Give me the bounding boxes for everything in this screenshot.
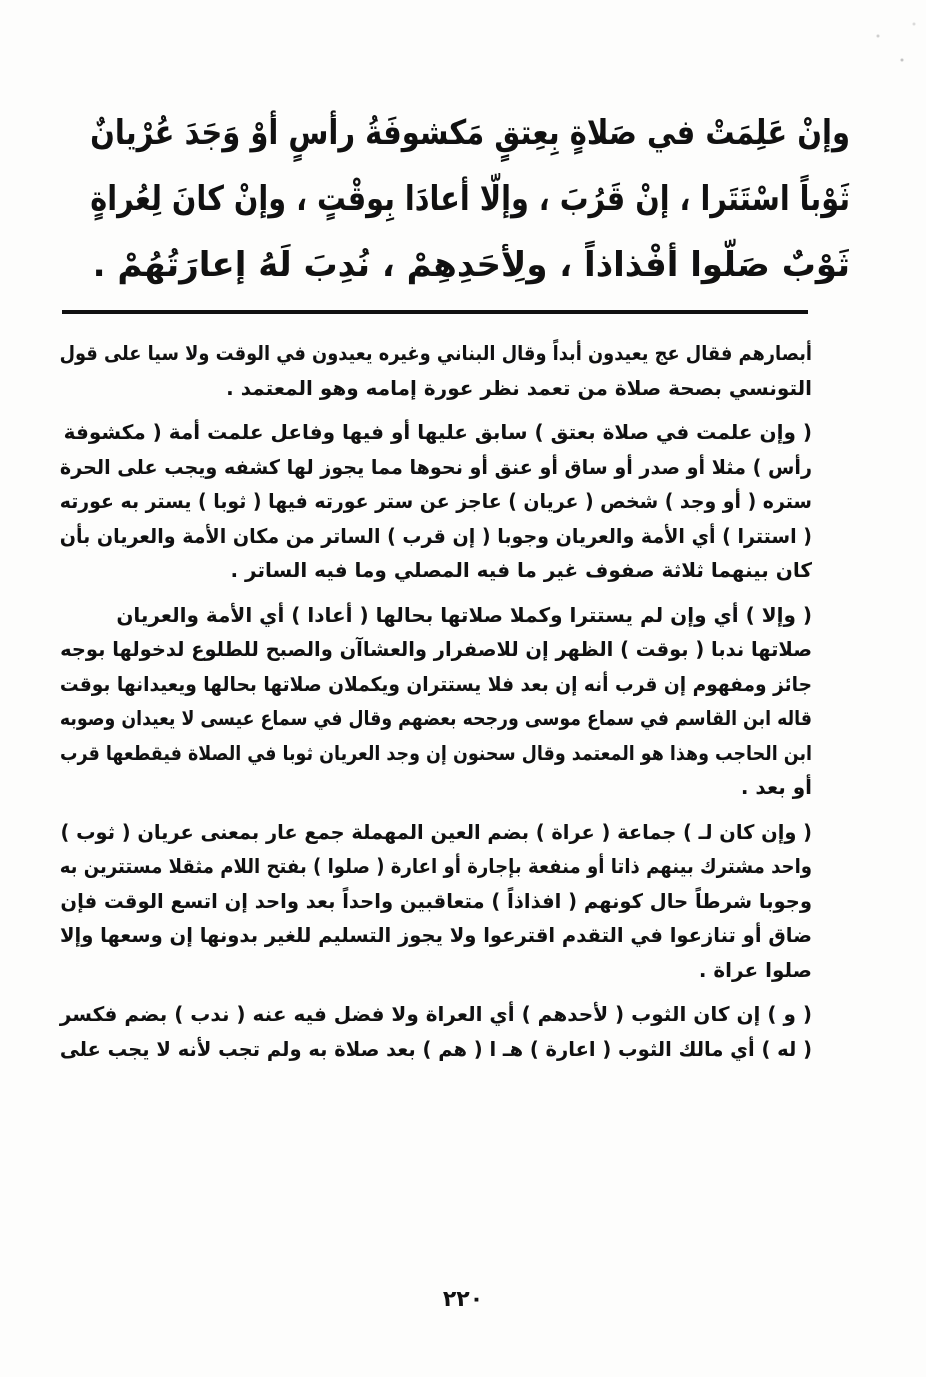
commentary-paragraph — [60, 336, 812, 405]
text-line: ( استترا ) أي الأمة والعريان وجوبا ( إن قرب ) الساتر من مكان الأمة والعريان بأن — [59, 523, 812, 548]
text-line: ضاق أو تنازعوا في التقدم اقترعوا ولا يجوز التسليم للغير بدونها إن وسعها وإلا — [59, 923, 812, 947]
text-line: كان بينهما ثلاثة صفوف غير ما فيه المصلي وما فيه الساتر . — [230, 558, 812, 582]
matn-line: ثَوْبٌ صَلّوا أفْذاذاً ، ولِأحَدِهِمْ ، نُدِبَ لَهُ إعارَتُهُمْ . — [92, 245, 850, 285]
text-line: واحد مشترك بينهم ذاتا أو منفعة بإجارة أو اعارة ( صلوا ) بفتح اللام مثقلا مستترين به — [59, 854, 813, 878]
text-line: أو بعد . — [740, 775, 812, 799]
text-line: قاله ابن القاسم في سماع موسى ورجحه بعضهم وقال في سماع عيسى لا يعيدان وصوبه — [59, 706, 813, 730]
commentary-paragraph — [60, 598, 812, 805]
text-line: ( و ) إن كان الثوب ( لأحدهم ) أي العراة ولا فضل فيه عنه ( ندب ) بضم فكسر — [59, 1002, 812, 1026]
text-line: رأس ) مثلا أو صدر أو ساق أو عنق أو نحوها مما يجوز لها كشفه ويجب على الحرة — [59, 454, 813, 479]
matn-line: ثَوْباً اسْتَتَرا ، إنْ قَرُبَ ، وإلّا أعادَا بِوقْتٍ ، وإنْ كانَ لِعُراةٍ — [90, 179, 851, 219]
commentary-paragraph — [60, 997, 812, 1066]
matn-text — [90, 100, 850, 298]
text-line: ( له ) أي مالك الثوب ( اعارة ) هـ ا ( هم ) بعد صلاة به ولم تجب لأنه لا يجب على — [59, 1036, 813, 1061]
text-line: صلوا عراة . — [698, 957, 812, 982]
commentary-paragraph — [60, 815, 812, 988]
text-line: ستره ( أو وجد ) شخص ( عريان ) عاجز عن ستر عورته فيها ( ثوبا ) يستر به عورته — [59, 489, 813, 513]
matn-line: وإنْ عَلِمَتْ في صَلاةٍ بِعِتقٍ مَكشوفَةُ رأسٍ أوْ وَجَدَ عُرْيانٌ — [90, 113, 850, 153]
separator-rule — [62, 310, 808, 314]
text-line: ( وإلا ) أي وإن لم يستترا وكملا صلاتها بحالها ( أعادا ) أي الأمة والعريان — [116, 602, 812, 627]
text-line: التونسي بصحة صلاة من تعمد نظر عورة إمامه وهو المعتمد . — [226, 375, 812, 400]
text-line: أبصارهم فقال عج يعيدون أبداً وقال البناني وغيره يعيدون في الوقت ولا سيا على قول — [59, 341, 812, 365]
text-line: جائز ومفهوم إن قرب أنه إن بعد فلا يستتران ويكملان صلاتها بحالها ويعيدانها بوقت — [59, 671, 812, 696]
text-line: ابن الحاجب وهذا هو المعتمد وقال سحنون إن وجد العريان ثوبا في الصلاة فيقطعها قرب — [59, 740, 813, 765]
scan-noise — [866, 0, 926, 120]
page-number: ٢٢٠ — [442, 1287, 484, 1312]
commentary-paragraph — [60, 415, 812, 588]
text-line: ( وإن علمت في صلاة بعتق ) سابق عليها أو فيها وفاعل علمت أمة ( مكشوفة — [63, 420, 812, 444]
text-line: ( وإن كان لـ ) جماعة ( عراة ) بضم العين المهملة جمع عار بمعنى عريان ( ثوب ) — [60, 819, 813, 844]
text-line: وجوبا شرطاً حال كونهم ( افذاذاً ) متعاقبين واحداً بعد واحد إن اتسع الوقت فإن — [60, 888, 813, 913]
commentary-text — [60, 336, 812, 1076]
text-line: صلاتها ندبا ( بوقت ) الظهر إن للاصفرار والعشاآن والصبح للطلوع لدخولها بوجه — [60, 637, 812, 661]
